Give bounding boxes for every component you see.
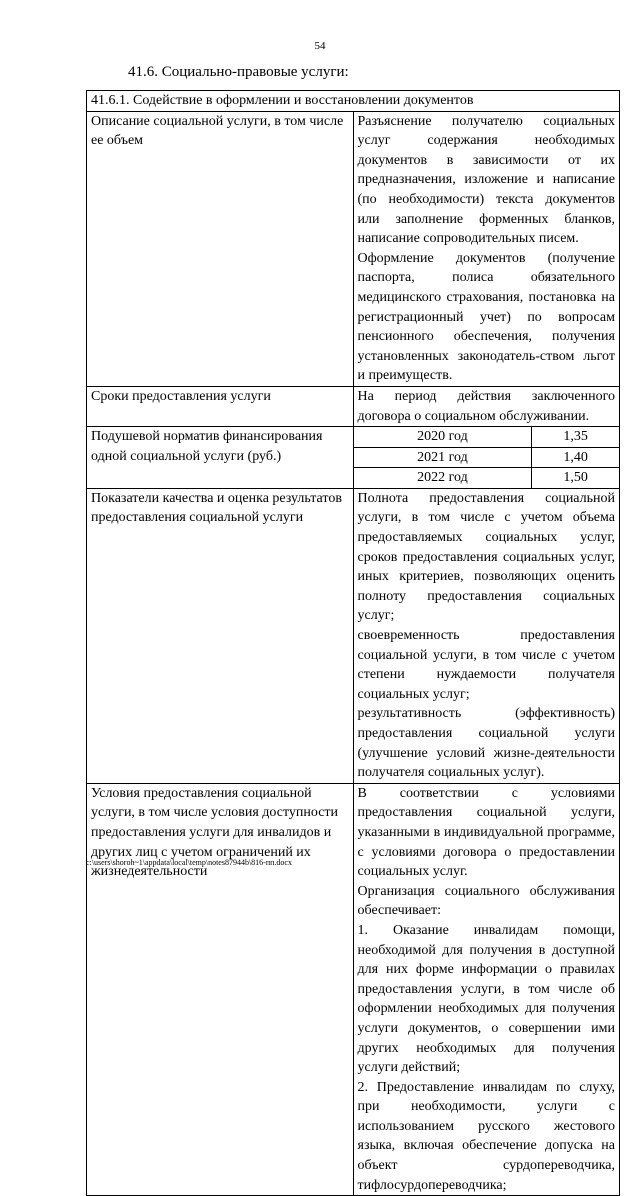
table-row — [87, 488, 620, 783]
year-value: 1,35 — [532, 427, 619, 447]
paragraph: Оформление документов (получение паспорта, полиса обязательного медицинского страхования, постановка на регистрационный учет) по вопросам пенсионного обеспечения, получения установленных законодатель-ством льгот и преимуществ. — [357, 250, 615, 384]
paragraph: 1. Оказание инвалидам помощи, необходимой для получения в доступной для них форме информации о правилах предоставления услуги, в том числе об оформлении необходимых для получения услуги документов, о совершении ими других необходимых для получения услуги действий; — [357, 922, 615, 1076]
table-row — [87, 783, 620, 1195]
year-value: 1,50 — [532, 468, 619, 488]
table-row — [87, 91, 620, 112]
paragraph: результативность (эффективность) предоставления социальной услуги (улучшение условий жизне-деятельности получателя социальных услуг). — [357, 706, 615, 781]
table-row — [87, 386, 620, 426]
row-label: Условия предоставления социальной услуги, в том числе условия доступности предоставления услуги для инвалидов и других лиц с учетом ограничений их жизнедеятельности — [87, 783, 354, 1195]
row-content — [353, 783, 620, 1195]
year-row — [354, 427, 620, 447]
paragraph: 2. Предоставление инвалидам по слуху, при необходимости, услуги с использованием русского жестового языка, включая обеспечение допуска на объект сурдопереводчика, тифлосурдопереводчика; — [357, 1079, 615, 1193]
paragraph: В соответствии с условиями предоставления социальной услуги, указанными в индивидуальной программе, с условиями договора о предоставлении социальных услуг. — [357, 785, 615, 880]
paragraph: На период действия заключенного договора о социальном обслуживании. — [357, 388, 615, 424]
row-content — [353, 488, 620, 783]
section-heading: 41.6. Социально-правовые услуги: — [128, 64, 349, 80]
year-label: 2022 год — [417, 470, 468, 486]
page-number: 54 — [314, 40, 326, 52]
paragraph: Организация социального обслуживания обеспечивает: — [357, 883, 615, 919]
row-content — [353, 111, 620, 386]
table-row — [87, 111, 620, 386]
row-label: Описание социальной услуги, в том числе ее объем — [87, 111, 354, 386]
row-content — [353, 386, 620, 426]
paragraph: Полнота предоставления социальной услуги, в том числе с учетом объема предоставляемых социальных услуг, сроков предоставления социальных услуг, иных критериев, позволяющих оценить полноту предоставления социальных услуг; — [357, 490, 615, 624]
paragraph: Разъяснение получателю социальных услуг содержания необходимых документов в зависимости от их предназначения, изложение и написание (по необходимости) текста документов или заполнение форменных бланков, написание сопроводительных писем. — [357, 113, 615, 247]
file-path-footer: c:\users\shoroh~1\appdata\local\temp\notes87944b\816-пп.docx — [86, 858, 292, 867]
row-label: Сроки предоставления услуги — [87, 386, 354, 426]
row-label: Подушевой норматив финансирования одной социальной услуги (руб.) — [87, 427, 354, 489]
row-label: Показатели качества и оценка результатов предоставления социальной услуги — [87, 488, 354, 783]
years-table — [354, 427, 620, 488]
service-table — [86, 90, 620, 1196]
paragraph: своевременность предоставления социальной услуги, в том числе с учетом степени нуждаемости получателя социальных услуг; — [357, 628, 615, 702]
year-row — [354, 447, 620, 468]
service-title: 41.6.1. Содействие в оформлении и восстановлении документов — [87, 91, 620, 112]
year-row — [354, 468, 620, 488]
year-label: 2021 год — [354, 447, 532, 468]
year-label: 2020 год — [354, 427, 532, 447]
year-value: 1,40 — [532, 447, 619, 468]
norm-values — [353, 427, 620, 489]
table-row — [87, 427, 620, 489]
